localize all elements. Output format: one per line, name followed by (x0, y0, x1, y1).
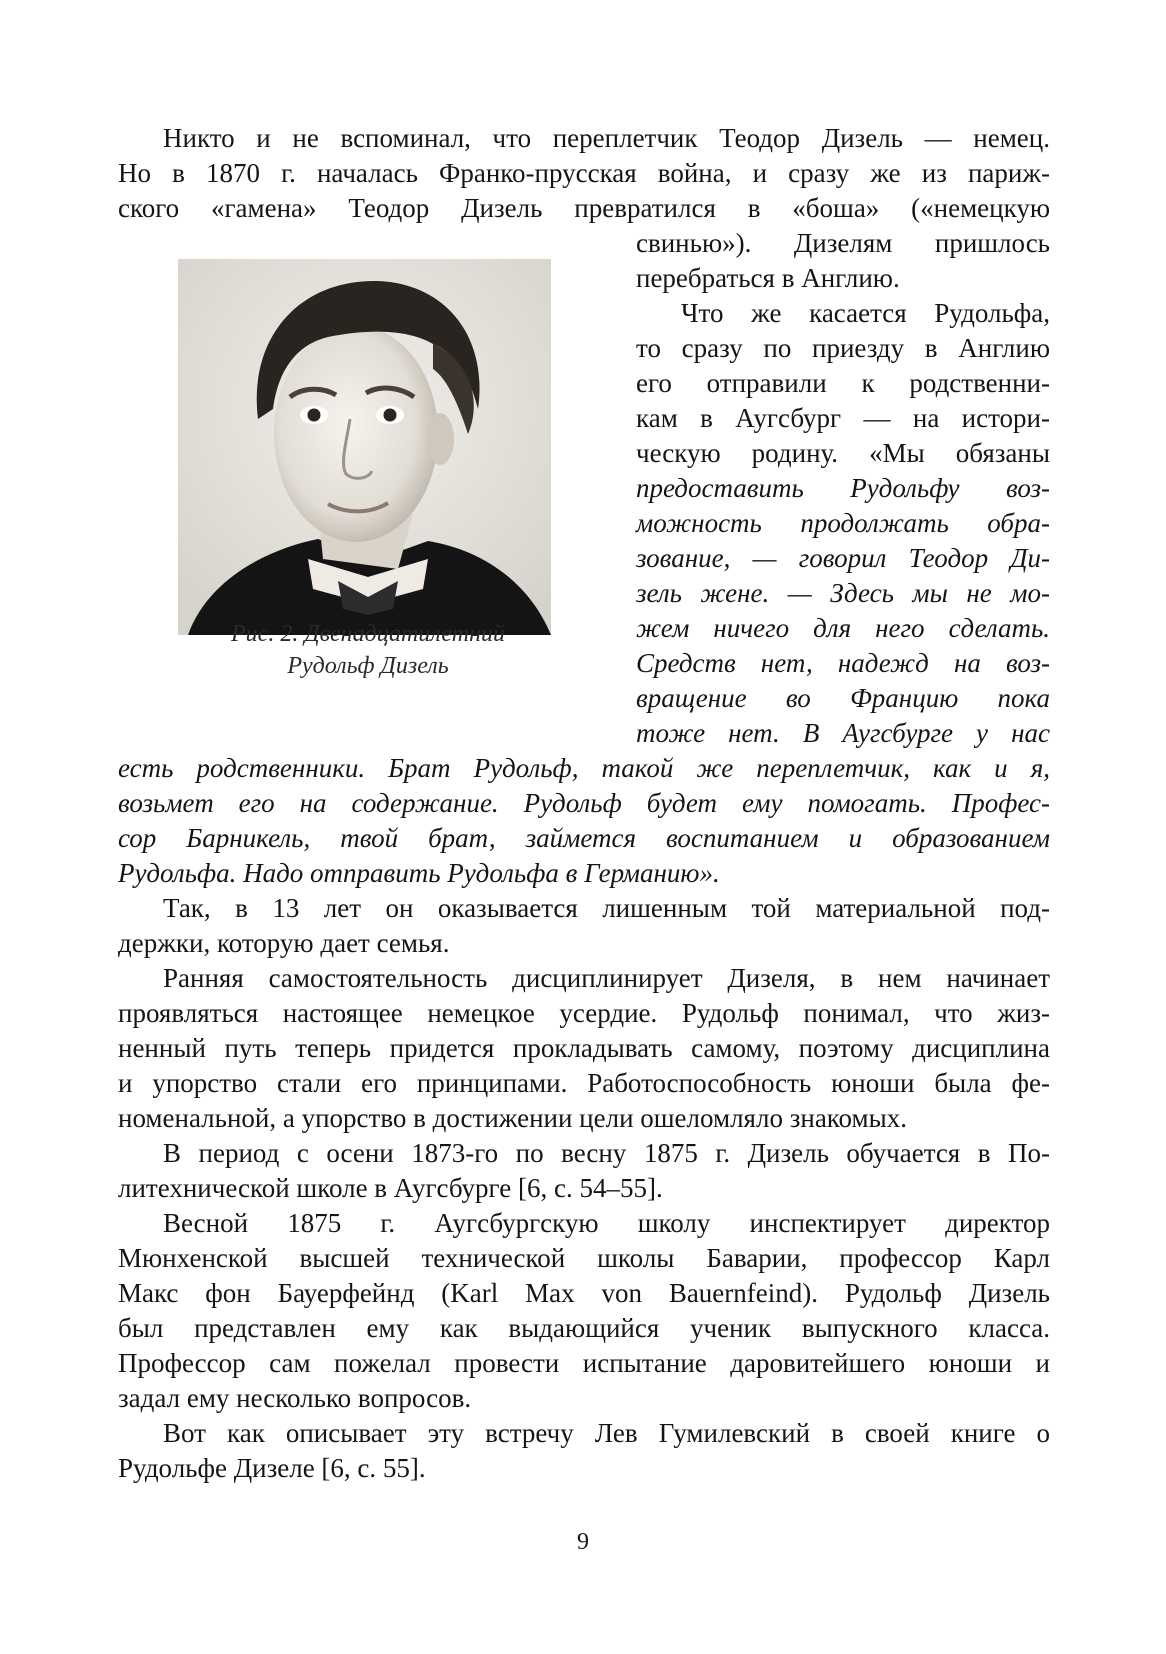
text-line: номенальной, а упорство в достижении цели ошеломляло знакомых. (118, 1103, 908, 1133)
text-line: В период с осени 1873-го по весну 1875 г. Дизель обучается в По- (163, 1138, 1050, 1168)
quote-line: жем ничего для него сделать. (636, 613, 1050, 643)
text-line: ческую родину. «Мы обязаны (636, 438, 1050, 468)
text-line: Никто и не вспоминал, что переплетчик Теодор Дизель — немец. (163, 123, 1050, 153)
text-line: литехнической школе в Аугсбурге [6, с. 54–55]. (118, 1173, 663, 1203)
quote-line: Средств нет, надежд на воз- (636, 648, 1050, 678)
quote-line: предоставить Рудольфу воз- (636, 473, 1050, 503)
quote-line: Рудольфа. Надо отправить Рудольфа в Германию». (118, 858, 720, 888)
text-line: был представлен ему как выдающийся ученик выпускного класса. (118, 1313, 1050, 1343)
text-line: и упорство стали его принципами. Работоспособность юноши была фе- (118, 1068, 1050, 1098)
quote-line: возьмет его на содержание. Рудольф будет ему помогать. Профес- (118, 788, 1050, 818)
quote-line: тоже нет. В Аугсбурге у нас (636, 718, 1050, 748)
quote-line: сор Барникель, твой брат, займется воспитанием и образованием (118, 823, 1050, 853)
quote-line: зование, — говорил Теодор Ди- (636, 543, 1050, 573)
text-line: держки, которую дает семья. (118, 928, 450, 958)
quote-line: есть родственники. Брат Рудольф, такой же переплетчик, как и я, (118, 753, 1050, 783)
quote-line: зель жене. — Здесь мы не мо- (636, 578, 1050, 608)
text-line: Макс фон Бауерфейнд (Karl Max von Bauernfeind). Рудольф Дизель (118, 1278, 1050, 1308)
text-line: ненный путь теперь придется прокладывать самому, поэтому дисциплина (118, 1033, 1050, 1063)
page-number: 9 (577, 1529, 589, 1555)
text-line: Но в 1870 г. началась Франко-прусская война, и сразу же из париж- (118, 158, 1050, 188)
text-line: Мюнхенской высшей технической школы Баварии, профессор Карл (118, 1243, 1050, 1273)
text-line: его отправили к родственни- (636, 368, 1050, 398)
text-line: Профессор сам пожелал провести испытание даровитейшего юноши и (118, 1348, 1050, 1378)
text-line: перебраться в Англию. (636, 263, 900, 293)
text-line: Так, в 13 лет он оказывается лишенным той материальной под- (163, 893, 1050, 923)
text-line: ского «гамена» Теодор Дизель превратился в «боша» («немецкую (118, 193, 1050, 223)
text-line: Ранняя самостоятельность дисциплинирует Дизеля, в нем начинает (163, 963, 1050, 993)
text-line: Рудольфе Дизеле [6, с. 55]. (118, 1453, 426, 1483)
text-line: то сразу по приезду в Англию (636, 333, 1050, 363)
text-line: Весной 1875 г. Аугсбургскую школу инспектирует директор (163, 1208, 1050, 1238)
quote-line: можность продолжать обра- (636, 508, 1050, 538)
text-line: проявляться настоящее немецкое усердие. Рудольф понимал, что жиз- (118, 998, 1050, 1028)
text-line: кам в Аугсбург — на истори- (636, 403, 1050, 433)
figure-caption-line: Рудольф Дизель (287, 653, 449, 679)
portrait-image (178, 259, 551, 635)
text-line: свинью»). Дизелям пришлось (636, 228, 1050, 258)
portrait-photo (178, 259, 551, 635)
text-line: Вот как описывает эту встречу Лев Гумилевский в своей книге о (163, 1418, 1050, 1448)
text-line: Что же касается Рудольфа, (681, 298, 1050, 328)
figure-caption-line: Рис. 2. Двенадцатилетний (231, 621, 505, 647)
quote-line: вращение во Францию пока (636, 683, 1050, 713)
text-line: задал ему несколько вопросов. (118, 1383, 472, 1413)
